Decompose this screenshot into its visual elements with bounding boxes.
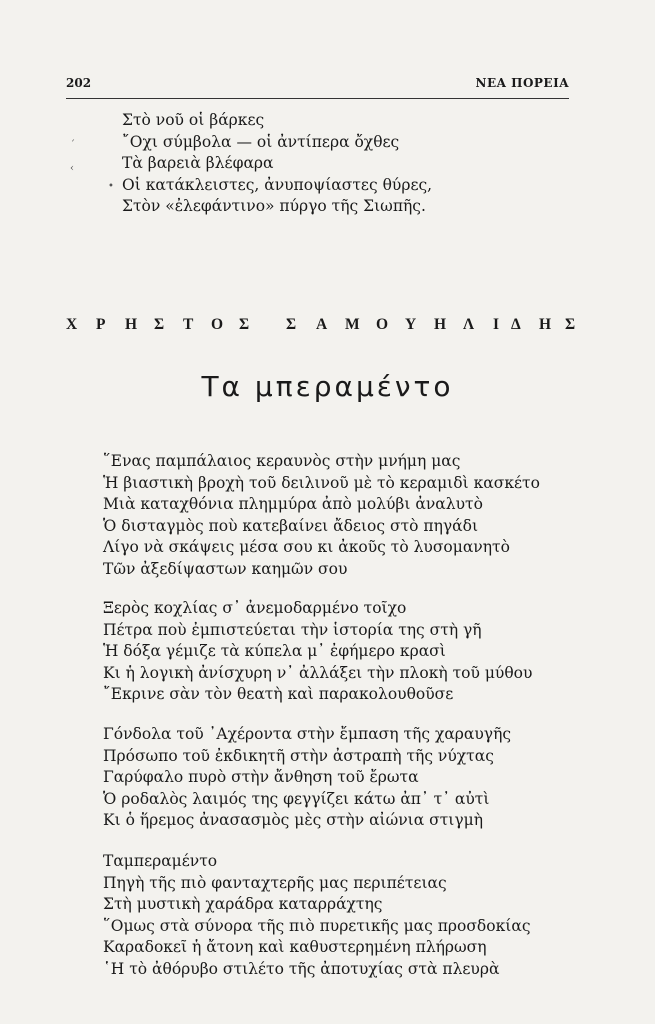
poem-line: Ξερὸς κοχλίας σ᾿ ἀνεμοδαρμένο τοῖχο — [103, 599, 407, 617]
author-letter: Σ — [154, 316, 165, 333]
author-letter: Ο — [376, 316, 389, 333]
author-letter: Σ — [565, 316, 576, 333]
author-letter: Η — [434, 316, 447, 333]
author-letter: Η — [539, 316, 552, 333]
author-letter: Α — [316, 316, 328, 333]
poem-line: Κι ὁ ἥρεμος ἀνασασμὸς μὲς στὴν αἰώνια στιγμὴ — [103, 811, 484, 829]
margin-mark: ´ — [70, 140, 75, 151]
poem-line: Ἡ δόξα γέμιζε τὰ κύπελα μ᾿ ἐφήμερο κρασὶ — [103, 642, 446, 660]
author-letter: Ρ — [96, 316, 106, 333]
poem-line: Γαρύφαλο πυρὸ στὴν ἄνθηση τοῦ ἔρωτα — [103, 768, 419, 786]
poem-line: Στὴ μυστικὴ χαράδρα καταρράχτης — [103, 895, 383, 913]
margin-mark: ‹ — [70, 163, 74, 174]
poem-line: Ταμπεραμέντο — [103, 852, 218, 870]
author-letter: Ο — [211, 316, 224, 333]
poem-line: Στὸν «ἐλεφάντινο» πύργο τῆς Σιωπῆς. — [122, 197, 426, 215]
header-rule — [66, 98, 569, 99]
poem-line: Τῶν ἀξεδίψαστων καημῶν σου — [103, 559, 348, 578]
author-letter: Μ — [345, 316, 360, 333]
author-letter: Λ — [463, 316, 475, 333]
poem-line: Ἡ βιαστικὴ βροχὴ τοῦ δειλινοῦ μὲ τὸ κεραμιδὶ κασκέτο — [103, 473, 540, 492]
poem-line: Πηγὴ τῆς πιὸ φανταχτερῆς μας περιπέτειας — [103, 873, 447, 892]
poem-line: Πρόσωπο τοῦ ἐκδικητῆ στὴν ἀστραπὴ τῆς νύχτας — [103, 746, 494, 765]
stanza-2 — [103, 598, 532, 706]
margin-mark: • — [108, 181, 114, 192]
poem-line: Μιὰ καταχθόνια πλημμύρα ἀπὸ μολύβι ἀναλυτὸ — [103, 495, 483, 513]
author-letter: Ι — [493, 316, 500, 333]
poem-line: ῎Εκρινε σὰν τὸν θεατὴ καὶ παρακολουθοῦσε — [103, 685, 454, 703]
poem-line: Λίγο νὰ σκάψεις μέσα σου κι ἀκοῦς τὸ λυσομανητὸ — [103, 538, 510, 556]
poem-line: Κι ἡ λογικὴ ἀνίσχυρη ν᾿ ἀλλάξει τὴν πλοκὴ τοῦ μύθου — [103, 663, 533, 682]
author-name — [66, 316, 574, 338]
poem-line: ῞Ενας παμπάλαιος κεραυνὸς στὴν μνήμη μας — [103, 452, 461, 470]
author-letter: Τ — [183, 316, 194, 333]
running-title: ΝΕΑ ΠΟΡΕΙΑ — [475, 76, 569, 90]
stanza-3 — [103, 724, 511, 832]
poem-line: ῞Ομως στὰ σύνορα τῆς πιὸ πυρετικῆς μας προσδοκίας — [103, 916, 531, 935]
poem-line: ῾Η τὸ ἀθόρυβο στιλέτο τῆς ἀποτυχίας στὰ πλευρὰ — [103, 959, 500, 978]
poem-line: Τὰ βαρειὰ βλέφαρα — [122, 154, 274, 172]
author-letter: Χ — [66, 316, 78, 333]
author-letter: Σ — [286, 316, 297, 333]
poem-line: Οἱ κατάκλειστες, ἀνυποψίαστες θύρες, — [122, 175, 433, 194]
poem-line: Γόνδολα τοῦ ᾿Αχέροντα στὴν ἔμπαση τῆς χαραυγῆς — [103, 725, 512, 743]
poem-line: Στὸ νοῦ οἱ βάρκες — [122, 111, 265, 129]
poem-line: Ὁ δισταγμὸς ποὺ κατεβαίνει ἄδειος στὸ πηγάδι — [103, 516, 479, 535]
poem-line: Πέτρα ποὺ ἐμπιστεύεται τὴν ἱστορία της στὴ γῆ — [103, 620, 482, 639]
previous-poem-ending — [122, 110, 432, 218]
poem-line: Καραδοκεῖ ἡ ἄτονη καὶ καθυστερημένη πλήρωση — [103, 938, 487, 956]
stanza-4 — [103, 851, 531, 980]
poem-line: ῎Οχι σύμβολα — οἱ ἀντίπερα ὄχθες — [122, 132, 400, 151]
author-letter: Σ — [239, 316, 250, 333]
page-header — [66, 76, 569, 94]
page-number: 202 — [66, 76, 92, 90]
poem-title: Τα μπεραμέντο — [201, 370, 454, 403]
author-letter: Υ — [405, 316, 417, 333]
author-letter: Η — [125, 316, 138, 333]
stanza-1 — [103, 451, 540, 580]
poem-line: Ὁ ροδαλὸς λαιμός της φεγγίζει κάτω ἀπ᾿ τ᾿ αὐτὶ — [103, 789, 490, 808]
author-letter: Δ — [511, 316, 521, 333]
